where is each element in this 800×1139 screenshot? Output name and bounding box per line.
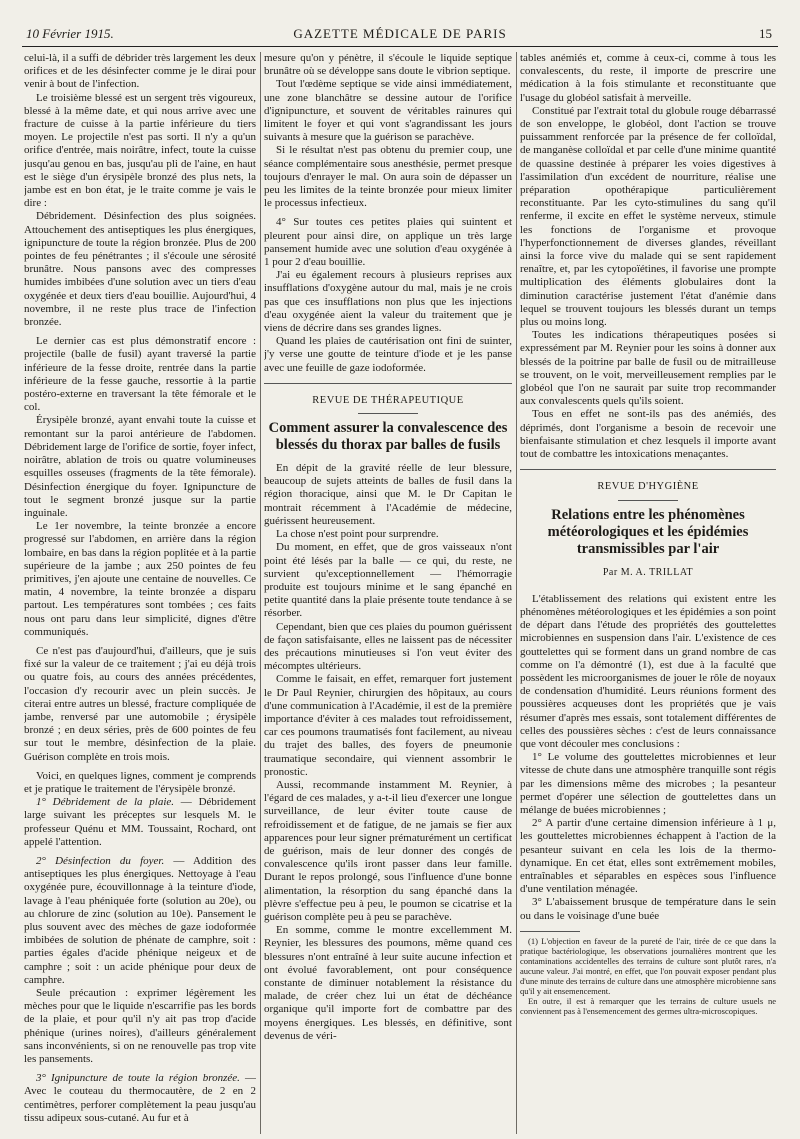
paragraph: tables anémiés et, comme à ceux-ci, comme à tous les convalescents, du reste, il importe de prescrire une médication à la fois stimulante et reconstituante que l'usage du globéol satisfait à merveille. [520, 52, 776, 104]
paragraph: Comme le faisait, en effet, remarquer fort justement le Dr Paul Reynier, chirurgien des hôpitaux, au cours d'une communication à l'Académie, il est de la première importance d'éviter à ces malades tout refroidissement, car ces poumons traumatisés font facilement, au niveau du trajet des balles, des foyers de pneumonie traumatique secondaire, qui viennent assombrir le pronostic. [264, 673, 512, 778]
paragraph [24, 855, 256, 987]
footnote-rule [520, 931, 580, 932]
paragraph: Débridement. Désinfection des plus soignées. Attouchement des antiseptiques les plus énergiques, ignipuncture de toute la région bronzée. Plus de 200 pointes de feu pénétrantes ; il s'écoule une sérosité brunâtre. Nous pansons avec des compresses humides imbibées d'une solution avec un tiers d'eau oxygénée et deux tiers d'eau bouillie. Aujourd'hui, 4 novembre, il ne reste plus trace de l'infection bronzée. [24, 210, 256, 329]
section-divider [264, 383, 512, 384]
column-rule [260, 52, 261, 1134]
paragraph: Aussi, recommande instamment M. Reynier, à l'égard de ces malades, y a-t-il lieu d'exercer une longue surveillance, de leur éviter toute cause de refroidissement et de fatigue, de ne jamais se fier aux apparences pour leur signer prématurément un certificat de guérison, mais de leur donner des congés de convalescence qu'ils iront passer dans leur famille. Durant le repos prolongé, sous l'influence d'une bonne alimentation, la résorption du sang épanché dans la plèvre s'effectue peu à peu, le poumon se cicatrise et la guérison complète peu à peu se parachève. [264, 778, 512, 923]
step-text: — Avec le couteau du thermocautère, de 2 en 2 centimètres, perforer complètement la peau jusqu'au tissu adipeux sous-cutané. Au fur et à [24, 1072, 256, 1124]
paragraph: En somme, comme le montre excellemment M. Reynier, les blessures des poumons, même quand ces blessures n'ont entraîné à leur suite aucune infection et ont évolué favorablement, ont pour conséquence constante de diminuer notablement la résistance du malade, de créer chez lui un état de déchéance organique qu'il importe fort de combattre par des moyens énergiques. Les blessés, en définitive, sont devenus de véri- [264, 924, 512, 1042]
paragraph: Le troisième blessé est un sergent très vigoureux, blessé à la même date, et qui nous arrive avec une fracture de cuisse à la partie inférieure du tiers moyen. Le projectile n'est pas sorti. Il n'y a qu'un orifice d'entrée, mais noirâtre, infect, toute la cuisse jusqu'au genou en bas, jusqu'au pli de l'aine, en haut est le siège d'un érysipèle bronzé des plus nets, la jambe est en bon état, je le traite comme je vais le dire : [24, 91, 256, 210]
step-text: — Addition des antiseptiques les plus énergiques. Nettoyage à l'eau oxygénée pure, écouvillonnage à la teinture d'iode, lavage à l'eau phéniquée forte (solution au 20e), ou au chlorure de zinc (solution au 10e). Pansement le plus souvent avec des mèches de gaze iodoformée imbibées de solution de phénate de camphre, soit : parties égales d'acide phénique neigeux et de camphre ; soit : un acide phénique pour deux de camphre. [24, 854, 256, 986]
column-3 [520, 52, 776, 1134]
paragraph: Tous en effet ne sont-ils pas des anémiés, des déprimés, dont l'organisme a besoin de recevoir une bienfaisante stimulation et chez lesquels il importe avant tout de combattre les intoxications menaçantes. [520, 408, 776, 461]
paragraph: Le 1er novembre, la teinte bronzée a encore progressé sur l'abdomen, en arrière dans la région lombaire, en bas dans la région poplitée et à la partie supérieure de la jambe ; aux 250 pointes de feu primitives, j'en ajoute une centaine de nouvelles. Ce matin, 4 novembre, la teinte bronzée a disparu partout. Les températures sont tombées ; ces faits nous ont paru dans leur simplicité, dignes d'être communiqués. [24, 520, 256, 638]
column-2 [264, 52, 512, 1134]
paragraph: Le dernier cas est plus démonstratif encore : projectile (balle de fusil) ayant traversé la partie inférieure de la fesse droite, rentrée dans la partie inférieure de la fesse gauche, ressortie à la partie postéro-externe en traversant la tête fémorale et le col. [24, 335, 256, 414]
paragraph: Érysipèle bronzé, ayant envahi toute la cuisse et remontant sur la paroi antérieure de l'abdomen. Débridement large de l'orifice de sortie, foyer infect, noirâtre, ablation de trois ou quatre volumineuses esquilles osseuses (fragments de la tête fémorale). Désinfection énergique du foyer. Ignipuncture de tout le segment bronzé jusque sur la partie inguinale. [24, 414, 256, 519]
paragraph: mesure qu'on y pénètre, il s'écoule le liquide septique brunâtre où se développe sans doute le vibrion septique. [264, 52, 512, 78]
paragraph: L'établissement des relations qui existent entre les phénomènes météorologiques et les épidémies a son point de départ dans l'étude des propriétés des gouttelettes microbiennes en suspension dans l'air. L'existence de ces gouttelettes qui se forment dans un grand nombre de cas comme on l'a démontré (1), est due à la faculté que possèdent les microorganismes de jouer le rôle de noyaux de condensation d'humidité. Leurs réunions forment des poussières acqueuses dont les propriétés que je vais résumer d'après mes essais, sont totalement différentes de celles des poussières sèches : c'est de leurs connaissance que vont découler mes conclusions : [520, 592, 776, 750]
section-title: REVUE DE THÉRAPEUTIQUE [312, 394, 464, 406]
paragraph: celui-là, il a suffi de débrider très largement les deux orifices et de les désinfecter comme je le dirai pour venir à bout de l'infection. [24, 52, 256, 91]
paragraph: Si le résultat n'est pas obtenu du premier coup, une séance complémentaire sous anesthésie, permet presque toujours d'enrayer le mal. On aura soin de dépasser un peu les limites de la teinte bronzée pour mieux limiter le processus infectieux. [264, 144, 512, 210]
paragraph: 2° A partir d'une certaine dimension inférieure à 1 μ, les gouttelettes microbiennes échappent à l'action de la pesanteur suivant en cela les lois de la thermo-dynamique. En cet état, elles sont extrêmement mobiles, entraînables et séparables en espèces sous l'influence d'une ventilation ménagée. [520, 817, 776, 896]
byline: Par M. A. TRILLAT [602, 566, 694, 578]
paragraph: 4° Sur toutes ces petites plaies qui suintent et pleurent pour ainsi dire, on applique un très large pansement humide avec une solution d'eau oxygénée à 1 pour 2 d'eau bouillie. [264, 216, 512, 269]
step-title: 1° Débridement de la plaie. [36, 796, 175, 809]
paragraph: Du moment, en effet, que de gros vaisseaux n'ont point été lésés par la balle — ce qui, du reste, ne survient qu'exceptionnellement — l'hémorragie produite est toujours minime et le sang épanché en petite quantité dans la plaie présente toute tendance à se résorber. [264, 541, 512, 620]
paragraph: 3° L'abaissement brusque de température dans le sein ou dans le voisinage d'une buée [520, 896, 776, 922]
article-headline: Relations entre les phénomènes météorologiques et les épidémies transmissibles par l'air [547, 506, 749, 557]
page-header [22, 24, 778, 47]
step-title: 2° Désinfection du foyer. [36, 854, 165, 867]
issue-date: 10 Février 1915. [26, 26, 114, 41]
short-rule [618, 500, 678, 501]
journal-title: GAZETTE MÉDICALE DE PARIS [293, 26, 507, 41]
paragraph: Toutes les indications thérapeutiques posées si expressément par M. Reynier pour les soins à donner aux blessés de la poitrine par balle de fusil ou de mitrailleuse se trouvent, on le voit, merveilleusement remplies par le globéol que l'on ne saurait par suite trop recommander aux convalescents quels qu'ils soient. [520, 329, 776, 408]
step-text: — Débridement large suivant les préceptes sur lesquels M. le professeur Quénu et MM. Toussaint, Rochard, ont appelé l'attention. [24, 796, 256, 848]
short-rule [358, 413, 418, 414]
paragraph: J'ai eu également recours à plusieurs reprises aux insufflations d'oxygène autour du mal, mais je ne crois pas que ces insufflations non plus que les injections d'eau oxygénée aient la valeur du traitement que je viens de décrire dans ses grandes lignes. [264, 269, 512, 335]
paragraph: En dépit de la gravité réelle de leur blessure, beaucoup de sujets atteints de balles de fusil dans la région thoracique, ainsi que M. le Dr Capitan le montrait récemment à l'Académie de médecine, guérissent heureusement. [264, 462, 512, 527]
page-number: 15 [759, 26, 772, 41]
paragraph [24, 1072, 256, 1125]
step-title: 3° Ignipuncture de toute la région bronzée. [36, 1072, 240, 1085]
paragraph: Ce n'est pas d'aujourd'hui, d'ailleurs, que je suis fixé sur la valeur de ce traitement ; j'ai eu déjà trois ou quatre fois, au cours des années précédentes, l'occasion d'y recourir avec un plein succès. Je citerai entre autres un blessé, fracture compliquée de jambe, renversé par une automobile ; érysipèle bronzé ; en deux séries, près de 600 pointes de feu sur tout le membre, désinfection de la plaie. Guérison complète en trois mois. [24, 644, 256, 763]
paragraph: Seule précaution : exprimer légèrement les mèches pour que le liquide n'escarrifie pas les bords de la plaie, et pour qu'il n'y ait pas trop d'acide phénique (urines noires), d'ailleurs généralement sans inconvénients, si on ne renouvelle pas trop vite les pansements. [24, 987, 256, 1066]
paragraph: Tout l'œdème septique se vide ainsi immédiatement, une zone blanchâtre se dessine autour de l'orifice d'ignipuncture, et souvent de véritables rainures qui limitent le foyer et qui vont s'agrandissant les jours suivants à mesure que la guérison se parachève. [264, 78, 512, 144]
paragraph: 1° Le volume des gouttelettes microbiennes et leur vitesse de chute dans une atmosphère tranquille sont régis par les dimensions même des microbes ; la pesanteur permet d'opérer une sélection de gouttelettes dans un mélange de buées microbiennes ; [520, 751, 776, 816]
paragraph: La chose n'est point pour surprendre. [276, 528, 439, 541]
footnote: (1) L'objection en faveur de la pureté de l'air, tirée de ce que dans la pratique bactériologique, les observations journalières montrent que les contaminations accidentelles des terrains de culture sont plutôt rares, n'a aucune valeur. J'ai montré, en effet, que l'on pouvait exposer pendant plus d'une minute des terrains de culture dans une atmosphère microbienne sans qu'il y ait ensemencement. [520, 935, 776, 996]
paragraph: Cependant, bien que ces plaies du poumon guérissent de façon satisfaisante, elles ne laissent pas de nécessiter des précautions minutieuses si l'on veut éviter des mécomptes ultérieurs. [264, 620, 512, 673]
paragraph: Quand les plaies de cautérisation ont fini de suinter, j'y verse une goutte de teinture d'iode et je les panse avec une feuille de gaze iodoformée. [264, 335, 512, 374]
column-1 [24, 52, 256, 1134]
section-title: REVUE D'HYGIÈNE [597, 481, 699, 493]
paragraph [24, 796, 256, 849]
column-rule [516, 52, 517, 1134]
footnote: En outre, il est à remarquer que les terrains de culture usuels ne conviennent pas à l'ensemencement des germes ultra-microscopiques. [520, 995, 776, 1016]
article-headline: Comment assurer la convalescence des blessés du thorax par balles de fusils [268, 420, 508, 454]
section-divider [520, 469, 776, 470]
paragraph: Voici, en quelques lignes, comment je comprends et je pratique le traitement de l'érysipèle bronzé. [24, 769, 256, 795]
paragraph: Constitué par l'extrait total du globule rouge débarrassé de son enveloppe, le globéol, dont l'action se trouve puissamment renforcée par la présence de fer colloïdal, de manganèse colloïdal et par celle d'une minime quantité de quassine destinée à préparer les voies digestives à l'assimilation d'un excédent de nourriture, réalise une préparation opothérapique particulièrement reconstituante. Par les cyto-stimulines du sang qu'il renferme, il excite en effet le système nerveux, stimule les fonctions de l'organisme et provoque l'hyperfonctionnement de diverses glandes, réveillant ainsi la force vive du malade qui se sent rapidement renaître, et, par les cytopoïétines, il favorise une prompte multiplication des éléments globulaires dont la diminution caractérise justement l'état d'anémie dans lequel se trouvent toujours les blessés durant un temps plus ou moins long. [520, 104, 776, 329]
